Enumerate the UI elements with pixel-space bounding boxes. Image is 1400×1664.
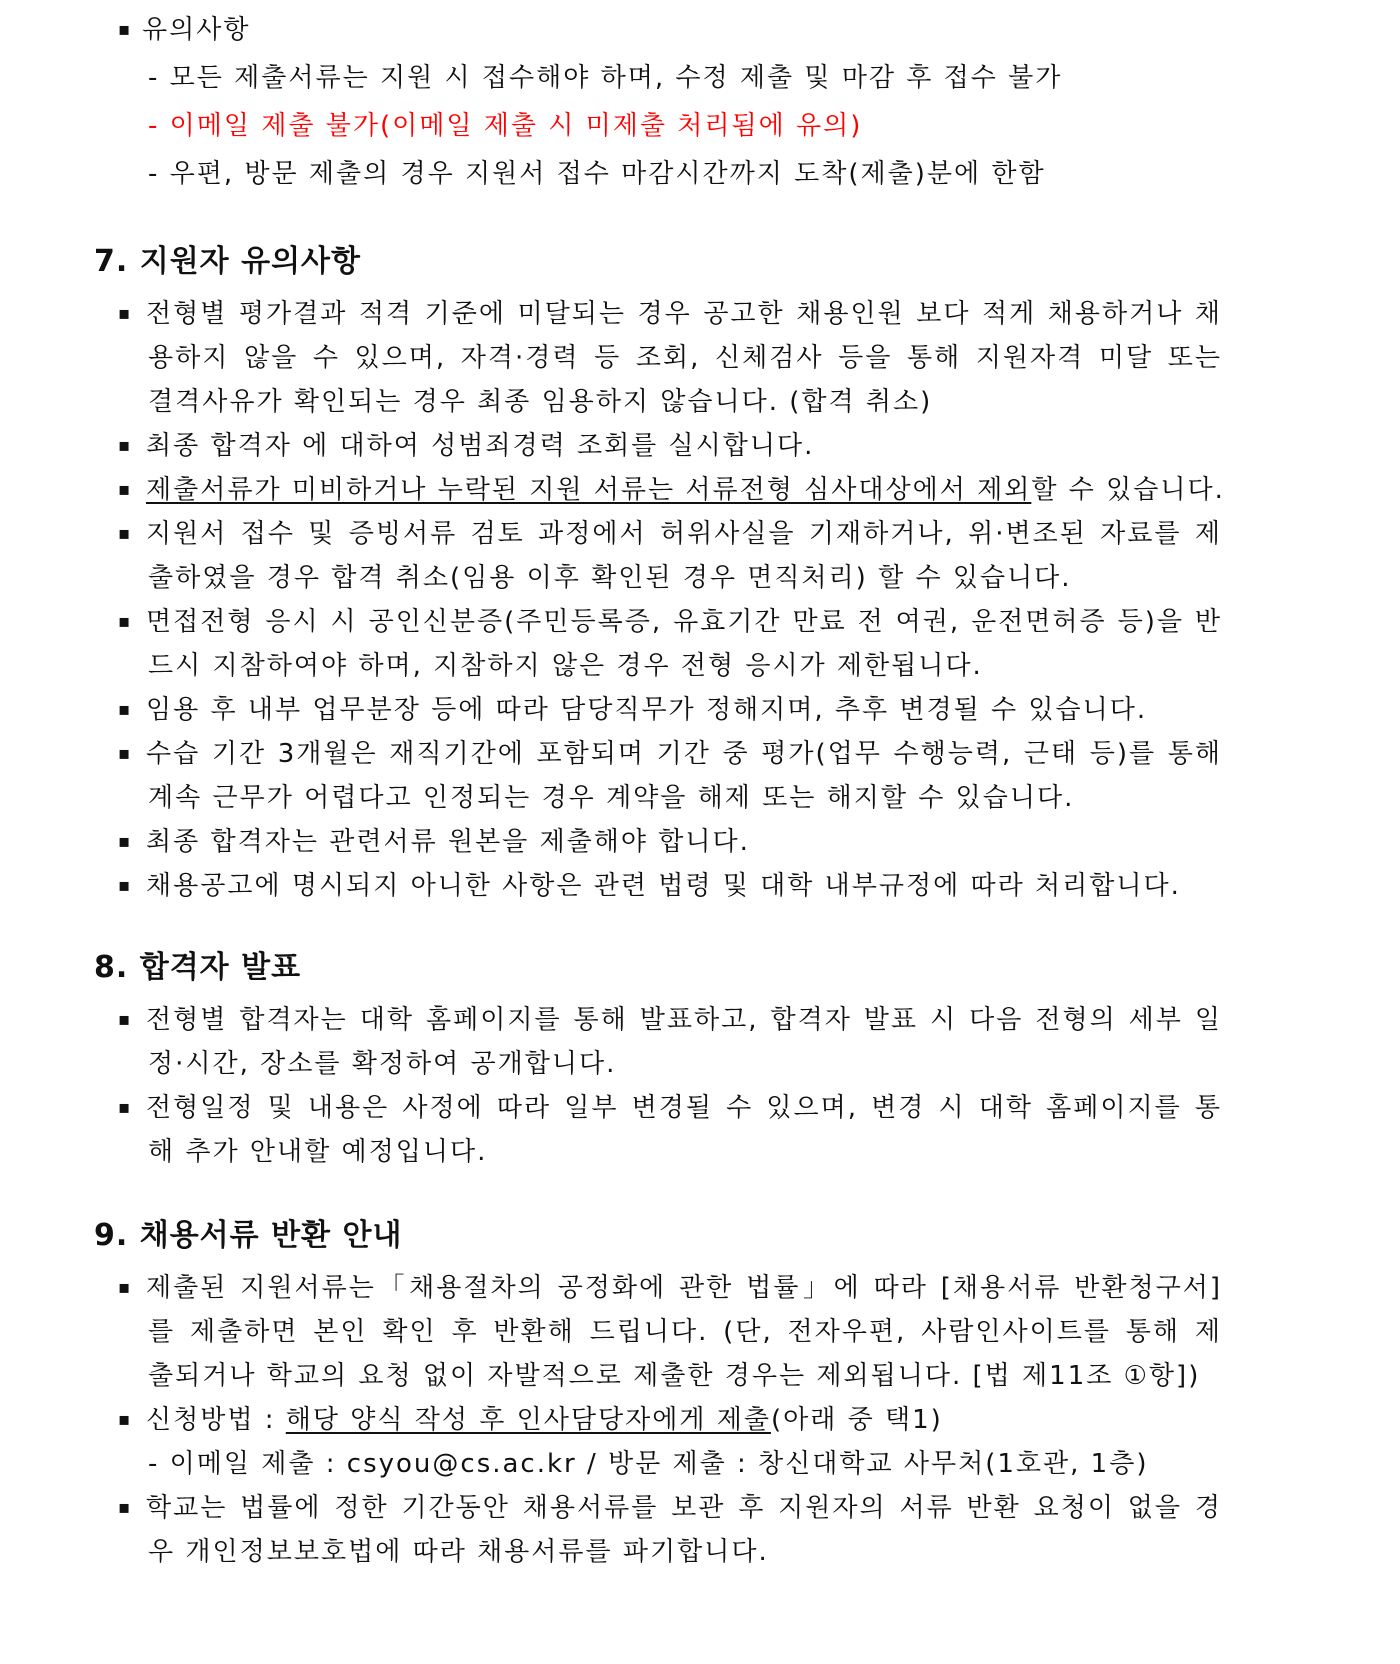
section-7-heading: 7. 지원자 유의사항 — [94, 244, 362, 279]
s8-b1-line2: 정·시간, 장소를 확정하여 공개합니다. — [148, 1049, 617, 1079]
bullet-marker: ▪ — [118, 523, 131, 544]
s8-b2-line2: 해 추가 안내할 예정입니다. — [148, 1137, 488, 1167]
bullet-marker: ▪ — [118, 699, 131, 720]
bullet-marker: ▪ — [118, 831, 131, 852]
s7-b1-line2: 용하지 않을 수 있으며, 자격·경력 등 조회, 신체검사 등을 통해 지원자격 미달 또는 — [148, 343, 1222, 373]
s9-b2-rest: (아래 중 택1) — [770, 1405, 943, 1435]
bullet-marker: ▪ — [118, 1497, 131, 1518]
notes-item-2-highlight: - 이메일 제출 불가(이메일 제출 시 미제출 처리됨에 유의) — [148, 111, 863, 141]
bullet-marker: ▪ — [118, 1009, 131, 1030]
s8-b1-line1: 전형별 합격자는 대학 홈페이지를 통해 발표하고, 합격자 발표 시 다음 전형의 세부 일 — [146, 1005, 1222, 1035]
bullet-marker: ▪ — [118, 875, 131, 896]
bullet-marker: ▪ — [118, 1277, 131, 1298]
s7-b7-line2: 계속 근무가 어렵다고 인정되는 경우 계약을 해제 또는 해지할 수 있습니다. — [148, 783, 1075, 813]
s7-b4-line2: 출하였을 경우 합격 취소(임용 이후 확인된 경우 면직처리) 할 수 있습니다. — [148, 563, 1072, 593]
s7-b5-line2: 드시 지참하여야 하며, 지참하지 않은 경우 전형 응시가 제한됩니다. — [148, 651, 983, 681]
s9-b2 — [146, 1398, 943, 1442]
s9-b1-line3: 출되거나 학교의 요청 없이 자발적으로 제출한 경우는 제외됩니다. [법 제11조 ①항]) — [148, 1361, 1201, 1391]
s7-b3-underlined: 제출서류가 미비하거나 누락된 지원 서류는 서류전형 심사대상에서 제외 — [146, 475, 1032, 505]
s9-b2-underlined: 해당 양식 작성 후 인사담당자에게 제출 — [285, 1405, 771, 1435]
s9-b1-line1: 제출된 지원서류는「채용절차의 공정화에 관한 법률」에 따라 [채용서류 반환청구서] — [146, 1273, 1222, 1303]
s9-b2-prefix: 신청방법 : — [146, 1405, 286, 1435]
notes-item-1: - 모든 제출서류는 지원 시 접수해야 하며, 수정 제출 및 마감 후 접수 불가 — [148, 63, 1063, 93]
s9-b1-line2: 를 제출하면 본인 확인 후 반환해 드립니다. (단, 전자우편, 사람인사이트를 통해 제 — [148, 1317, 1222, 1347]
s7-b1-line3: 결격사유가 확인되는 경우 최종 임용하지 않습니다. (합격 취소) — [148, 387, 933, 417]
bullet-marker: ▪ — [118, 743, 131, 764]
bullet-marker: ▪ — [118, 19, 131, 40]
notes-title: 유의사항 — [142, 15, 251, 45]
s7-b7-line1: 수습 기간 3개월은 재직기간에 포함되며 기간 중 평가(업무 수행능력, 근태 등)를 통해 — [146, 739, 1222, 769]
bullet-marker: ▪ — [118, 1097, 131, 1118]
bullet-marker: ▪ — [118, 1409, 131, 1430]
s9-b3-line2: 우 개인정보보호법에 따라 채용서류를 파기합니다. — [148, 1537, 769, 1567]
bullet-marker: ▪ — [118, 479, 131, 500]
s7-b2: 최종 합격자 에 대하여 성범죄경력 조회를 실시합니다. — [146, 431, 815, 461]
notes-item-3: - 우편, 방문 제출의 경우 지원서 접수 마감시간까지 도착(제출)분에 한함 — [148, 159, 1046, 189]
s7-b3 — [146, 468, 1225, 512]
bullet-marker: ▪ — [118, 611, 131, 632]
s7-b6: 임용 후 내부 업무분장 등에 따라 담당직무가 정해지며, 추후 변경될 수 있습니다. — [146, 695, 1148, 725]
bullet-marker: ▪ — [118, 435, 131, 456]
s7-b1-line1: 전형별 평가결과 적격 기준에 미달되는 경우 공고한 채용인원 보다 적게 채용하거나 채 — [146, 299, 1222, 329]
bullet-marker: ▪ — [118, 303, 131, 324]
s7-b5-line1: 면접전형 응시 시 공인신분증(주민등록증, 유효기간 만료 전 여권, 운전면허증 등)을 반 — [146, 607, 1222, 637]
s7-b8: 최종 합격자는 관련서류 원본을 제출해야 합니다. — [146, 827, 750, 857]
s7-b9: 채용공고에 명시되지 아니한 사항은 관련 법령 및 대학 내부규정에 따라 처리합니다. — [146, 871, 1181, 901]
s7-b3-rest: 할 수 있습니다. — [1031, 475, 1225, 505]
section-8-heading: 8. 합격자 발표 — [94, 950, 302, 985]
s9-b3-line1: 학교는 법률에 정한 기간동안 채용서류를 보관 후 지원자의 서류 반환 요청이 없을 경 — [146, 1493, 1222, 1523]
s7-b4-line1: 지원서 접수 및 증빙서류 검토 과정에서 허위사실을 기재하거나, 위·변조된 자료를 제 — [146, 519, 1222, 549]
s9-b2-sub: - 이메일 제출 : csyou@cs.ac.kr / 방문 제출 : 창신대학교 사무처(1호관, 1층) — [148, 1449, 1149, 1479]
s8-b2-line1: 전형일정 및 내용은 사정에 따라 일부 변경될 수 있으며, 변경 시 대학 홈페이지를 통 — [146, 1093, 1222, 1123]
section-9-heading: 9. 채용서류 반환 안내 — [94, 1218, 403, 1253]
